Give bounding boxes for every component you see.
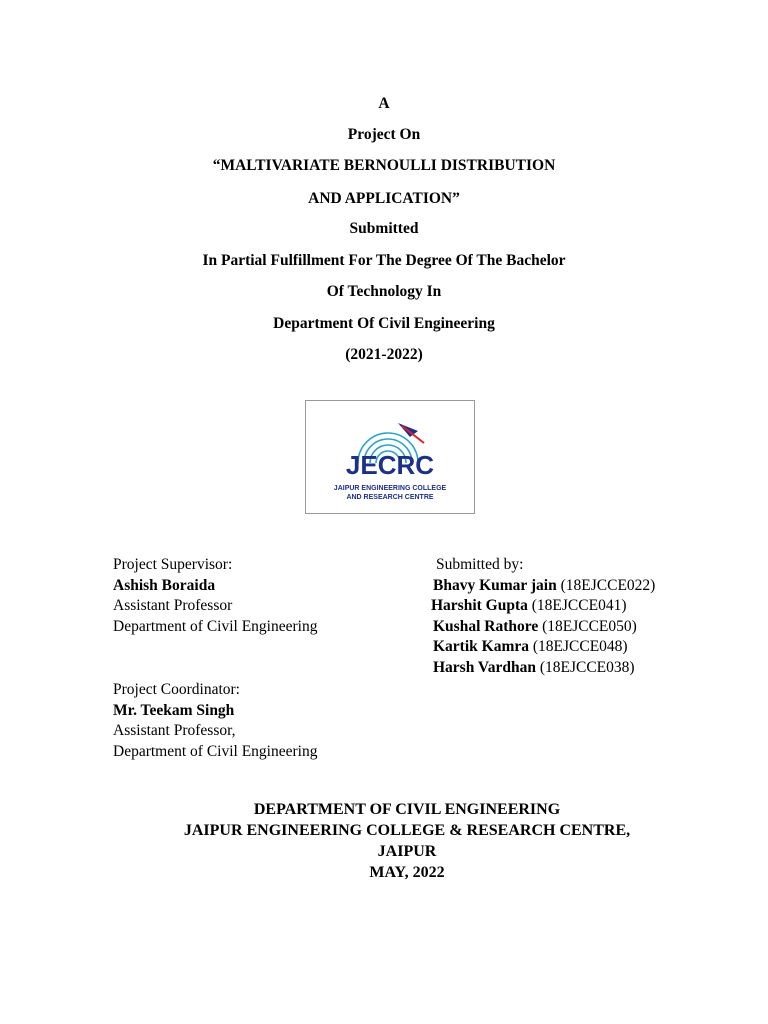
supervisor-designation: Assistant Professor xyxy=(113,597,233,615)
submitted-by-block xyxy=(433,555,655,679)
logo-wordmark: JECRC xyxy=(345,450,435,480)
student-name: Kartik Kamra xyxy=(433,638,529,656)
degree-line2: Of Technology In xyxy=(326,283,442,300)
coordinator-designation: Assistant Professor, xyxy=(113,722,236,740)
department-line: Department Of Civil Engineering xyxy=(273,315,495,332)
coordinator-name: Mr. Teekam Singh xyxy=(113,701,235,719)
student-roll: (18EJCCE041) xyxy=(531,597,627,615)
session-years: (2021-2022) xyxy=(345,346,423,363)
coordinator-heading: Project Coordinator: xyxy=(113,681,240,698)
student-name: Harsh Vardhan xyxy=(433,658,536,676)
supervisor-name: Ashish Boraida xyxy=(113,576,216,594)
student-name: Kushal Rathore xyxy=(433,617,539,635)
student-entry xyxy=(431,596,655,617)
student-roll: (18EJCCE050) xyxy=(542,617,637,635)
footer-date: MAY, 2022 xyxy=(369,864,445,881)
student-entry xyxy=(433,658,655,679)
student-entry xyxy=(433,617,655,638)
supervisor-block xyxy=(113,555,317,637)
footer-department: DEPARTMENT OF CIVIL ENGINEERING xyxy=(253,801,561,818)
logo-caption-line2: AND RESEARCH CENTRE xyxy=(346,494,434,501)
title-project-on: Project On xyxy=(347,126,421,143)
degree-line1: In Partial Fulfillment For The Degree Of The Bachelor xyxy=(202,252,566,269)
submitted-by-heading: Submitted by: xyxy=(436,556,524,573)
student-entry xyxy=(433,576,655,597)
college-logo xyxy=(305,400,475,514)
student-roll: (18EJCCE022) xyxy=(560,576,656,594)
logo-caption-line1: JAIPUR ENGINEERING COLLEGE xyxy=(333,485,447,492)
student-roll: (18EJCCE038) xyxy=(539,658,635,676)
title-submitted: Submitted xyxy=(349,220,419,237)
coordinator-block xyxy=(113,680,317,762)
student-roll: (18EJCCE048) xyxy=(532,638,628,656)
coordinator-department: Department of Civil Engineering xyxy=(113,742,318,760)
title-article: A xyxy=(378,95,390,112)
footer-city: JAIPUR xyxy=(377,843,437,860)
project-title-line1: “MALTIVARIATE BERNOULLI DISTRIBUTION xyxy=(212,157,556,174)
student-name: Harshit Gupta xyxy=(431,597,528,615)
footer-college: JAIPUR ENGINEERING COLLEGE & RESEARCH CENTRE, xyxy=(183,822,631,839)
student-name: Bhavy Kumar jain xyxy=(433,576,557,594)
supervisor-department: Department of Civil Engineering xyxy=(113,617,318,635)
project-title-line2: AND APPLICATION” xyxy=(308,190,460,207)
supervisor-heading: Project Supervisor: xyxy=(113,556,233,573)
student-entry xyxy=(433,637,655,658)
